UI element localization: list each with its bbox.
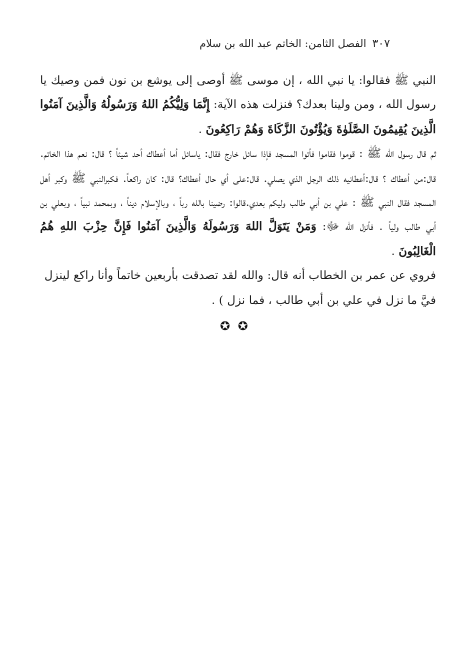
paragraph-2-text-b: . <box>391 243 399 258</box>
ornament-star-icon: ✪ <box>237 319 248 333</box>
body-text <box>40 68 436 312</box>
paragraph-2 <box>40 141 436 263</box>
quran-verse-2: وَمَنْ يَتَوَلَّ اللهَ وَرَسُولَهُ وَالَّذِينَ آمَنُوا فَإِنَّ حِزْبَ اللهِ هُمُ الْغَالِبُونَ <box>40 219 436 258</box>
chapter-title: الفصل الثامن: الخاتم عبد الله بن سلام <box>199 38 367 50</box>
page-number: ٣٠٧ <box>372 37 390 50</box>
paragraph-1-text-a: النبي ﷺ فقالوا: يا نبي الله ، إن موسى ﷺ أوصى إلى يوشع بن نون فمن وصيك يا رسول الله ، ومن ولينا بعدك؟ فنزلت هذه الآية: <box>40 73 436 112</box>
paragraph-2-text-a: ثم قال رسول الله ﷺ : قوموا فقاموا فأتوا المسجد فإذا سائل خارج فقال: ياسائل أما أعطاك أحد شيئاً ؟ قال: نعم هذا الخاتم. قال:من أعطاك ؟ قال:أعطانيه ذلك الرجل الذي يصلي. قال:على أي حال أعطاك؟ قال: كان راكعاً. فكبرالنبي ﷺ وكبر أهل المسجد فقال النبي ﷺ : علي بن أبي طالب وليكم بعدي.قالوا: رضينا بالله رباً ، وبالإسلام ديناً ، وبمحمد نبياً ، وبعلي بن أبي طالب ولياً . فأنزل الله ﷻ: <box>40 146 436 234</box>
running-header <box>40 36 390 52</box>
ornament-star-icon: ✪ <box>220 319 231 333</box>
paragraph-3-text: فروي عن عمر بن الخطاب أنه قال: والله لقد تصدقت بأربعين خاتماً وأنا راكع لينزل فيَّ ما نزل في علي بن أبي طالب ، فما نزل ) . <box>44 268 436 307</box>
paragraph-3 <box>40 263 436 312</box>
section-ornament <box>0 318 468 334</box>
paragraph-1-text-b: . <box>198 121 206 136</box>
quran-verse-1: إِنَّمَا وَلِيُّكُمُ اللهُ وَرَسُولُهُ وَالَّذِينَ آمَنُوا الَّذِينَ يُقِيمُونَ الصَّلَوٰةَ وَيُؤْتُونَ الزَّكَاةَ وَهُمْ رَاكِعُونَ <box>40 97 436 136</box>
paragraph-1 <box>40 68 436 141</box>
